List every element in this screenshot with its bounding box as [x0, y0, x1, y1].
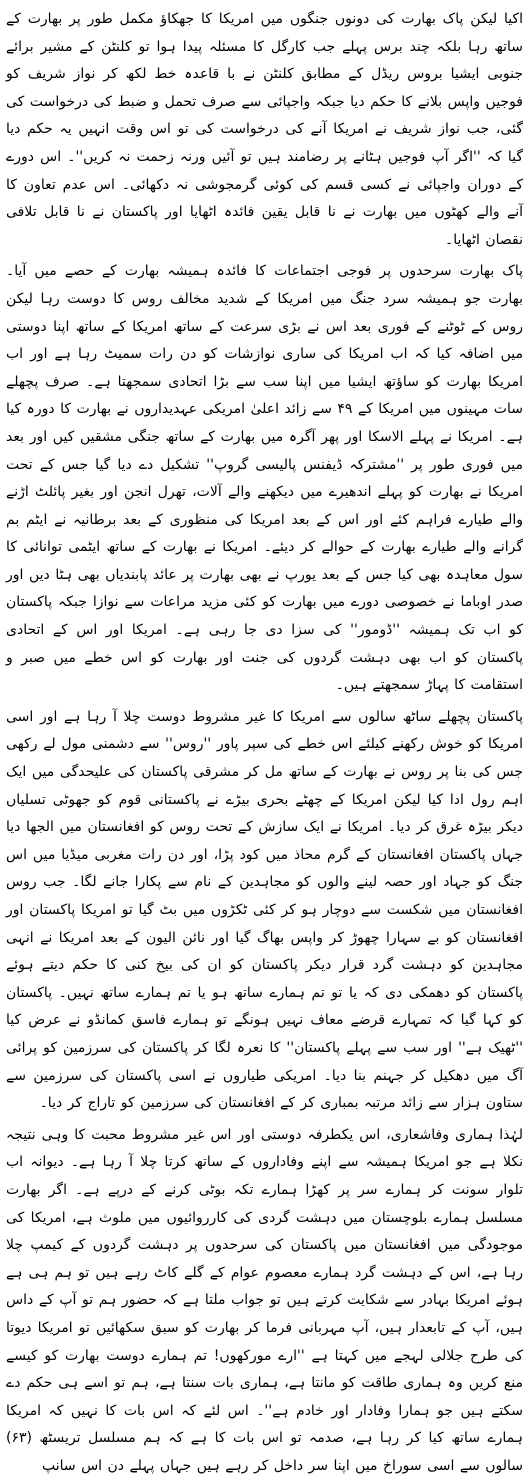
article-paragraph-3: پاکستان پچھلے ساٹھ سالوں سے امریکا کا غیر مشروط دوست چلا آ رہا ہے اور اسی امریکا کو خوش رکھنے کیلئے اس خطے کی سپر پاور ''روس'' سے دشمنی مول لے رکھی جس کی بنا پر روس نے بھارت کے ساتھ مل کر مشرقی پاکستان کی علیحدگی میں ایک اہم رول ادا کیا لیکن امریکا کے چھٹے بحری بیڑے نے پاکستانی قوم کو جھوٹی تسلیاں دیکر بیڑہ غرق کر دیا۔ امریکا نے ایک سازش کے تحت روس کو افغانستان میں الجھا دیا جہاں پاکستان افغانستان کے گرم محاذ میں کود پڑا، اور دن رات مغربی میڈیا میں اس جنگ کو جہاد اور حصہ لینے والوں کو مجاہدین کے نام سے پکارا جانے لگا۔ جب روس افغانستان میں شکست سے دوچار ہو کر کئی ٹکڑوں میں بٹ گیا تو امریکا پاکستان اور افغانستان کو بے سہارا چھوڑ کر واپس بھاگ گیا اور نائن الیون کے بعد امریکا نے انہی مجاہدین کو دہشت گرد قرار دیکر پاکستان کو ان کی بیخ کنی کا حکم دیتے ہوئے پاکستان کو دھمکی دی کہ یا تو تم ہمارے ساتھ ہو یا تم ہمارے ساتھ نہیں۔ پاکستان کو کہا گیا کہ تمہارے قرضے معاف نہیں ہونگے تو ہمارے فاسق کمانڈو نے عرض کیا ''ٹھیک ہے'' اور سب سے پہلے پاکستان'' کا نعرہ لگا کر پاکستان کی سرزمین کو پرائی آگ میں دھکیل کر جہنم بنا دیا۔ امریکی طیاروں نے اسی پاکستان کی سرزمین سے ستاون ہزار سے زائد مرتبہ بمباری کر کے افغانستان کی سرزمین کو تاراج کر دیا۔	[6, 708, 523, 1112]
article-paragraph-4: لہٰذا ہماری وفاشعاری، اس یکطرفہ دوستی اور اس غیر مشروط محبت کا وہی نتیجہ نکلا ہے جو امریکا ہمیشہ سے اپنے وفاداروں کے ساتھ کرتا چلا آ رہا ہے۔ دیوانہ اب تلوار سونت کر ہمارے سر پر کھڑا ہمارے تکہ بوٹی کرنے کے درپے ہے۔ اگر بھارت مسلسل ہمارے بلوچستان میں دہشت گردی کی کارروائیوں میں ملوث ہے، امریکا کی موجودگی میں افغانستان میں پاکستان کی سرحدوں پر دہشت گردوں کے کیمپ چلا رہا ہے، اس کے دہشت گرد ہمارے معصوم عوام کے گلے کاٹ رہے ہیں تو ہم ہی ہے ہوئے امریکا بہادر سے شکایت کرتے ہیں تو جواب ملتا ہے کہ حضور ہم تو آپ کے داس ہیں، آپ کے تابعدار ہیں، آپ مہربانی فرما کر بھارت کو سبق سکھائیں تو امریکا دیوتا کی طرح جلالی لہجے میں کہتا ہے ''ارے مورکھوں! تم ہمارے دوست بھارت کو کیسے منع کریں وہ ہماری طاقت کو مانتا ہے، ہماری بات سنتا ہے، ہم تو اسے ہی حکم دے سکتے ہیں جو ہمارا وفادار اور خادم ہے''۔ اس لئے کہ اس بات کا نہیں کہ امریکا ہمارے ساتھ کیا کر رہا ہے، صدمہ تو اس بات کا ہے کہ ہم مسلسل تریسٹھ (۶۳) سالوں سے اسی سوراخ میں اپنا سر داخل کر رہے ہیں جہاں پہلے دن اس سانپ	[6, 1126, 523, 1474]
article-paragraph-1: اکیا لیکن پاک بھارت کی دونوں جنگوں میں امریکا کا جھکاؤ مکمل طور پر بھارت کے ساتھ رہا بلکہ چند برس پہلے جب کارگل کا مسئلہ پیدا ہوا تو کلنٹن کے مشیر برائے جنوبی ایشیا بروس ریڈل کے مطابق کلنٹن نے با قاعدہ خط لکھ کر نواز شریف کو فوجیں واپس بلانے کا حکم دیا جبکہ واجپائی سے صرف تحمل و ضبط کی درخواست کی گئی، جب نواز شریف نے امریکا آنے کی درخواست کی تو اس وقت انہیں یہ حکم دیا گیا کہ ''اگر آپ فوجیں ہٹانے پر رضامند ہیں تو آئیں ورنہ زحمت نہ کریں''۔ اس دورے کے دوران واجپائی نے کسی قسم کی کوئی گرمجوشی نہ دکھائی۔ اس عدم تعاون کا آنے والے کھٹوں میں بھارت نے نا قابل یقین فائدہ اٹھایا اور پاکستان نے نا قابل تلافی نقصان اٹھایا۔	[6, 11, 523, 248]
article-paragraph-2: پاک بھارت سرحدوں پر فوجی اجتماعات کا فائدہ ہمیشہ بھارت کے حصے میں آیا۔ بھارت جو ہمیشہ سرد جنگ میں امریکا کے شدید مخالف روس کا دوست رہا لیکن روس کے ٹوٹنے کے فوری بعد اس نے بڑی سرعت کے ساتھ امریکا کے ساتھ اپنا دوستی میں اضافہ کیا کہ اب امریکا کی ساری نوازشات کو دن رات سمیٹ رہا ہے اور اب امریکا بھارت کو ساؤتھ ایشیا میں اپنا سب سے بڑا اتحادی سمجھتا ہے۔ صرف پچھلے سات مہینوں میں امریکا کے ۴۹ سے زائد اعلیٰ امریکی عہدیداروں نے بھارت کا دورہ کیا ہے۔ امریکا نے پہلے الاسکا اور پھر آگرہ میں بھارت کے ساتھ جنگی مشقیں کیں اور بعد میں فوری طور پر ''مشترکہ ڈیفنس پالیسی گروپ'' تشکیل دے دیا گیا جس کے تحت امریکا نے بھارت کو پہلے اندھیرے میں دیکھنے والے آلات، تھرل انجن اور بغیر پائلٹ اڑنے والے طیارے فراہم کئے اور اس کے بعد امریکا کی منظوری کے بعد برطانیہ نے ایٹم بم گرانے والے طیارے بھارت کے حوالے کر دیئے۔ امریکا نے بھارت کے ساتھ ایٹمی توانائی کا سول معاہدہ بھی کیا جس کے بعد یورپ نے بھی بھارت پر عائد پابندیاں بھی ہٹا دیں اور صدر اوباما نے خصوصی دورے میں بھارت کو کئی مزید مراعات سے نوازا جبکہ پاکستان کو اب تک ہمیشہ ''ڈومور'' کی سزا دی جا رہی ہے۔ امریکا اور اس کے اتحادی پاکستان کو اب بھی دہشت گردوں کی جنت اور بھارت کو اس خطے میں صبر و استقامت کا پہاڑ سمجھتے ہیں۔	[6, 263, 523, 694]
